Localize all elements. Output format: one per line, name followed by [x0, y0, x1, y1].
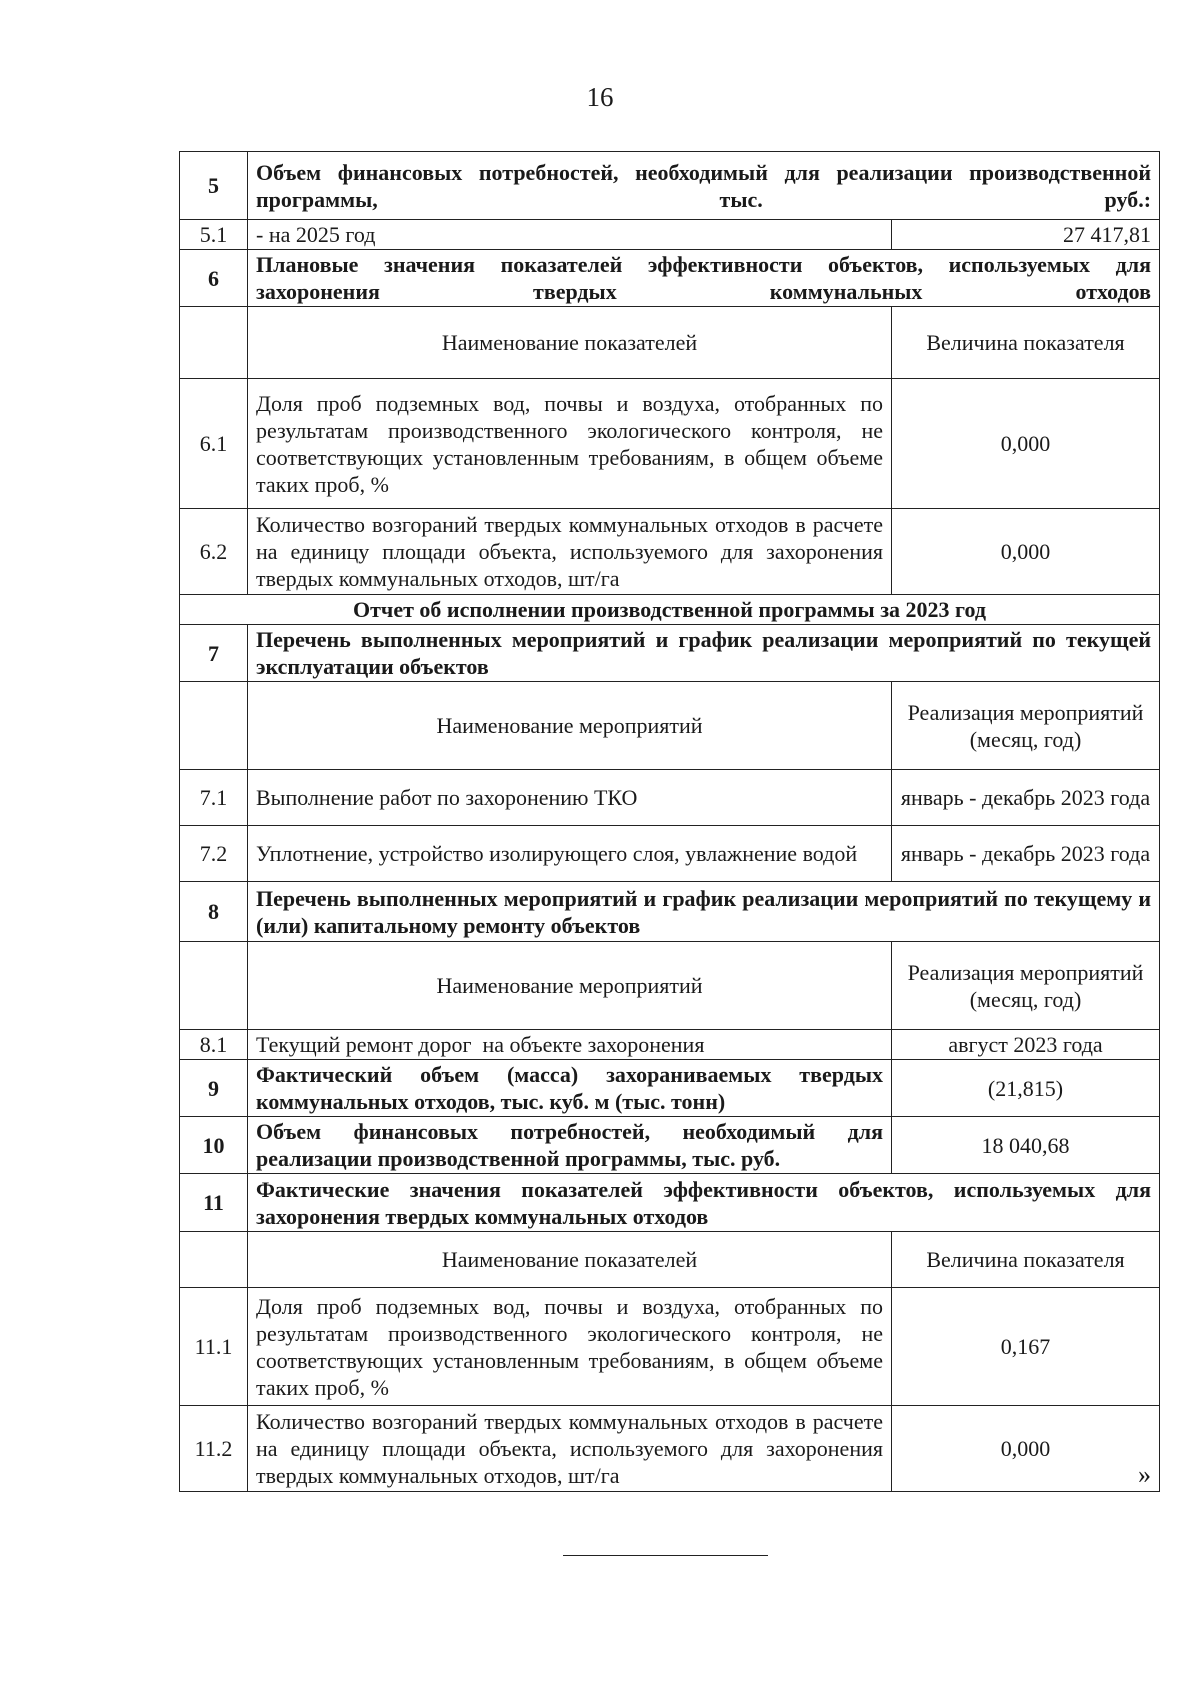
- column-header-name: Наименование показателей: [248, 307, 892, 379]
- row-number: 7: [180, 625, 248, 682]
- row-label: Выполнение работ по захоронению ТКО: [248, 770, 892, 826]
- row-number: 9: [180, 1060, 248, 1117]
- row-value: январь - декабрь 2023 года: [892, 826, 1160, 882]
- row-number: 6.1: [180, 379, 248, 509]
- row-number: 11.2: [180, 1406, 248, 1492]
- table-row-8: [180, 882, 1160, 942]
- empty-cell: [180, 682, 248, 770]
- row-value: 27 417,81: [892, 220, 1160, 250]
- row-number: 8: [180, 882, 248, 942]
- table-header-row: [180, 1232, 1160, 1288]
- section-heading: Объем финансовых потребностей, необходимый для реализации производственной программы, тыс. руб.: [248, 1117, 892, 1174]
- column-header-name: Наименование мероприятий: [248, 942, 892, 1030]
- footer-divider: [563, 1555, 768, 1556]
- table-row-7: [180, 625, 1160, 682]
- section-heading: Фактический объем (масса) захораниваемых твердых коммунальных отходов, тыс. куб. м (тыс. тонн): [248, 1060, 892, 1117]
- row-value: январь - декабрь 2023 года: [892, 770, 1160, 826]
- row-label: Уплотнение, устройство изолирующего слоя, увлажнение водой: [248, 826, 892, 882]
- row-number: 8.1: [180, 1030, 248, 1060]
- column-header-name: Наименование показателей: [248, 1232, 892, 1288]
- row-number: 11.1: [180, 1288, 248, 1406]
- column-header-value: Величина показателя: [892, 307, 1160, 379]
- row-number: 7.2: [180, 826, 248, 882]
- row-label: Доля проб подземных вод, почвы и воздуха, отобранных по результатам производственного экологического контроля, не соответствующих установленным требованиям, в общем объеме таких проб, %: [248, 1288, 892, 1406]
- column-header-value: Величина показателя: [892, 1232, 1160, 1288]
- report-heading-row: [180, 595, 1160, 625]
- row-label: Доля проб подземных вод, почвы и воздуха, отобранных по результатам производственного экологического контроля, не соответствующих установленным требованиям, в общем объеме таких проб, %: [248, 379, 892, 509]
- table-header-row: [180, 942, 1160, 1030]
- row-value: август 2023 года: [892, 1030, 1160, 1060]
- report-heading: Отчет об исполнении производственной программы за 2023 год: [180, 595, 1160, 625]
- column-header-name: Наименование мероприятий: [248, 682, 892, 770]
- section-heading: Объем финансовых потребностей, необходимый для реализации производственной программы, тыс. руб.:: [248, 152, 1160, 220]
- column-header-value: Реализация мероприятий (месяц, год): [892, 942, 1160, 1030]
- table-row-7-1: [180, 770, 1160, 826]
- empty-cell: [180, 1232, 248, 1288]
- table-header-row: [180, 682, 1160, 770]
- table-row-6: [180, 250, 1160, 307]
- table-header-row: [180, 307, 1160, 379]
- table-row-11-1: [180, 1288, 1160, 1406]
- table-row-6-2: [180, 509, 1160, 595]
- closing-quote: »: [1138, 1460, 1151, 1489]
- section-heading: Перечень выполненных мероприятий и график реализации мероприятий по текущему и (или) капитальному ремонту объектов: [248, 882, 1160, 942]
- table-row-9: [180, 1060, 1160, 1117]
- section-heading: Плановые значения показателей эффективности объектов, используемых для захоронения твердых коммунальных отходов: [248, 250, 1160, 307]
- row-number: 7.1: [180, 770, 248, 826]
- row-number: 10: [180, 1117, 248, 1174]
- table-row-7-2: [180, 826, 1160, 882]
- row-number: 11: [180, 1174, 248, 1232]
- row-value: 18 040,68: [892, 1117, 1160, 1174]
- row-value: 0,000: [892, 379, 1160, 509]
- program-table: [179, 151, 1160, 1492]
- row-value: 0,000: [892, 509, 1160, 595]
- table-row-8-1: [180, 1030, 1160, 1060]
- empty-cell: [180, 942, 248, 1030]
- row-value: 0,000: [892, 1406, 1160, 1492]
- row-number: 5: [180, 152, 248, 220]
- row-value: 0,167: [892, 1288, 1160, 1406]
- table-row-10: [180, 1117, 1160, 1174]
- row-label: - на 2025 год: [248, 220, 892, 250]
- row-number: 5.1: [180, 220, 248, 250]
- row-number: 6.2: [180, 509, 248, 595]
- row-label: Текущий ремонт дорог на объекте захоронения: [248, 1030, 892, 1060]
- row-label: Количество возгораний твердых коммунальных отходов в расчете на единицу площади объекта, используемого для захоронения твердых коммунальных отходов, шт/га: [248, 509, 892, 595]
- page-number: 16: [586, 82, 614, 112]
- row-number: 6: [180, 250, 248, 307]
- row-value: (21,815): [892, 1060, 1160, 1117]
- row-label: Количество возгораний твердых коммунальных отходов в расчете на единицу площади объекта, используемого для захоронения твердых коммунальных отходов, шт/га: [248, 1406, 892, 1492]
- empty-cell: [180, 307, 248, 379]
- table-row-5: [180, 152, 1160, 220]
- table-row-6-1: [180, 379, 1160, 509]
- table-row-5-1: [180, 220, 1160, 250]
- table-row-11-2: [180, 1406, 1160, 1492]
- table-row-11: [180, 1174, 1160, 1232]
- section-heading: Перечень выполненных мероприятий и график реализации мероприятий по текущей эксплуатации объектов: [248, 625, 1160, 682]
- section-heading: Фактические значения показателей эффективности объектов, используемых для захоронения твердых коммунальных отходов: [248, 1174, 1160, 1232]
- column-header-value: Реализация мероприятий (месяц, год): [892, 682, 1160, 770]
